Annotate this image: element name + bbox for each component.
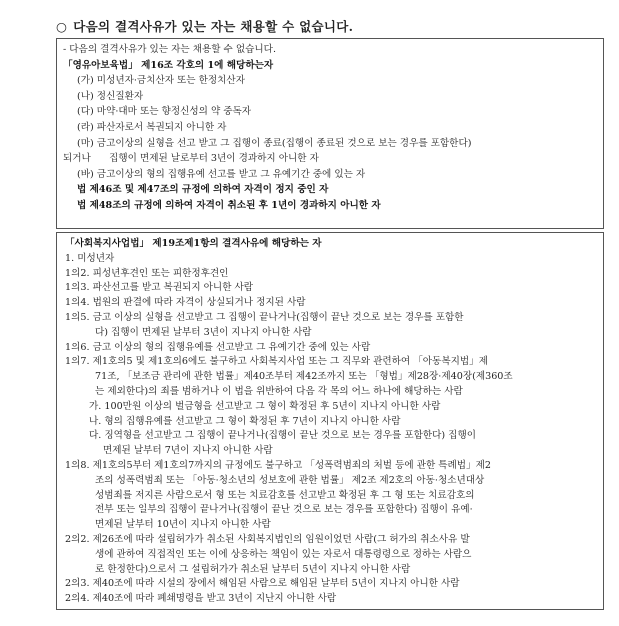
list-item-continuation: 조의 성폭력범죄 또는 「아동·청소년의 성보호에 관한 법률」 제2조 제2호의 아동·청소년대상 — [95, 474, 485, 486]
list-item: 1의4. 법원의 판결에 따라 자격이 상실되거나 정지된 사람 — [65, 297, 306, 309]
list-item-continuation: 되거나 집행이 면제된 날로부터 3년이 경과하지 아니한 자 — [63, 153, 319, 165]
list-item-continuation: 생에 관하여 직접적인 또는 이에 상응하는 책임이 있는 자로서 대통령령으로 정하는 사람으 — [95, 548, 472, 560]
list-item: 1. 미성년자 — [65, 252, 115, 264]
list-item: 1의2. 피성년후견인 또는 피한정후견인 — [65, 267, 229, 279]
social-welfare-act-box — [56, 232, 604, 610]
list-item: 1의7. 제1호의5 및 제1호의6에도 불구하고 사회복지사업 또는 그 직무와 관련하여 「아동복지법」제 — [65, 356, 488, 368]
list-item: 1의3. 파산선고를 받고 복권되지 아니한 사람 — [65, 282, 254, 294]
law-title: 「영유아보육법」 제16조 각호의 1에 해당하는자 — [63, 59, 274, 71]
list-item-continuation: 다) 집행이 면제된 날부터 3년이 지나지 아니한 사람 — [95, 326, 312, 338]
list-item: (마) 금고이상의 실형을 선고 받고 그 집행이 종료(집행이 종료된 것으로 보는 경우를 포함한다) — [77, 137, 472, 149]
sub-item: 나. 형의 집행유예를 선고받고 그 형이 확정된 후 7년이 지나지 아니한 사람 — [89, 415, 401, 427]
law-title: 「사회복지사업법」 제19조제1항의 결격사유에 해당하는 자 — [65, 238, 322, 249]
youth-care-act-box — [56, 38, 604, 229]
list-item: 1의8. 제1호의5부터 제1호의7까지의 규정에도 불구하고 「성폭력범죄의 처벌 등에 관한 특례법」제2 — [65, 459, 492, 471]
section-heading — [56, 17, 353, 35]
bold-item: 법 제46조 및 제47조의 규정에 의하여 자격이 정지 중인 자 — [77, 184, 329, 196]
circle-bullet-icon: ○ — [56, 19, 68, 34]
list-item-continuation: 71조, 「보조금 관리에 관한 법률」제40조부터 제42조까지 또는 「형법」제28장·제40장(제360조 — [95, 371, 513, 383]
list-item: 1의6. 금고 이상의 형의 집행유예를 선고받고 그 유예기간 중에 있는 사람 — [65, 341, 371, 353]
heading-text: 다음의 결격사유가 있는 자는 채용할 수 없습니다. — [73, 19, 354, 34]
bold-item: 법 제48조의 규정에 의하여 자격이 취소된 후 1년이 경과하지 아니한 자 — [77, 199, 381, 211]
sub-item: 다. 징역형을 선고받고 그 집행이 끝나거나(집행이 끝난 것으로 보는 경우를 포함한다) 집행이 — [89, 430, 476, 442]
list-item: 2의3. 제40조에 따라 시설의 장에서 해임된 사람으로 해임된 날부터 5년이 지나지 아니한 사람 — [65, 578, 460, 590]
list-item: (다) 마약·대마 또는 향정신성의 약 중독자 — [77, 106, 252, 118]
list-item: (라) 파산자로서 복권되지 아니한 자 — [77, 121, 227, 133]
list-item: (나) 정신질환자 — [77, 90, 144, 102]
list-item-continuation: 는 제외한다)의 죄를 범하거나 이 법을 위반하여 다음 각 목의 어느 하나에 해당하는 사람 — [95, 385, 463, 397]
intro-line: - 다음의 결격사유가 있는 자는 채용할 수 없습니다. — [63, 44, 276, 55]
list-item-continuation: 전부 또는 일부의 집행이 끝나거나(집행이 끝난 것으로 보는 경우를 포함한다) 집행이 유예· — [95, 504, 473, 516]
list-item: 1의5. 금고 이상의 실형을 선고받고 그 집행이 끝나거나(집행이 끝난 것으로 보는 경우를 포함한 — [65, 311, 464, 323]
list-item: 2의2. 제26조에 따라 설립허가가 취소된 사회복지법인의 임원이었던 사람(그 허가의 취소사유 발 — [65, 533, 470, 545]
list-item-continuation: 성범죄를 저지른 사람으로서 형 또는 치료감호를 선고받고 확정된 후 그 형 또는 치료감호의 — [95, 489, 475, 501]
list-item: (가) 미성년자·금치산자 또는 한정치산자 — [77, 75, 245, 87]
list-item: 2의4. 제40조에 따라 폐쇄명령을 받고 3년이 지난지 아니한 사람 — [65, 593, 337, 605]
list-item: (바) 금고이상의 형의 집행유예 선고를 받고 그 유예기간 중에 있는 자 — [77, 168, 366, 180]
sub-item-continuation: 면제된 날부터 7년이 지나지 아니한 사람 — [103, 445, 273, 457]
list-item-continuation: 면제된 날부터 10년이 지나지 아니한 사람 — [95, 519, 271, 531]
list-item-continuation: 로 한정한다)으로서 그 설립허가가 취소된 날부터 5년이 지나지 아니한 사람 — [95, 563, 411, 575]
sub-item: 가. 100만원 이상의 벌금형을 선고받고 그 형이 확정된 후 5년이 지나지 아니한 사람 — [89, 400, 441, 412]
